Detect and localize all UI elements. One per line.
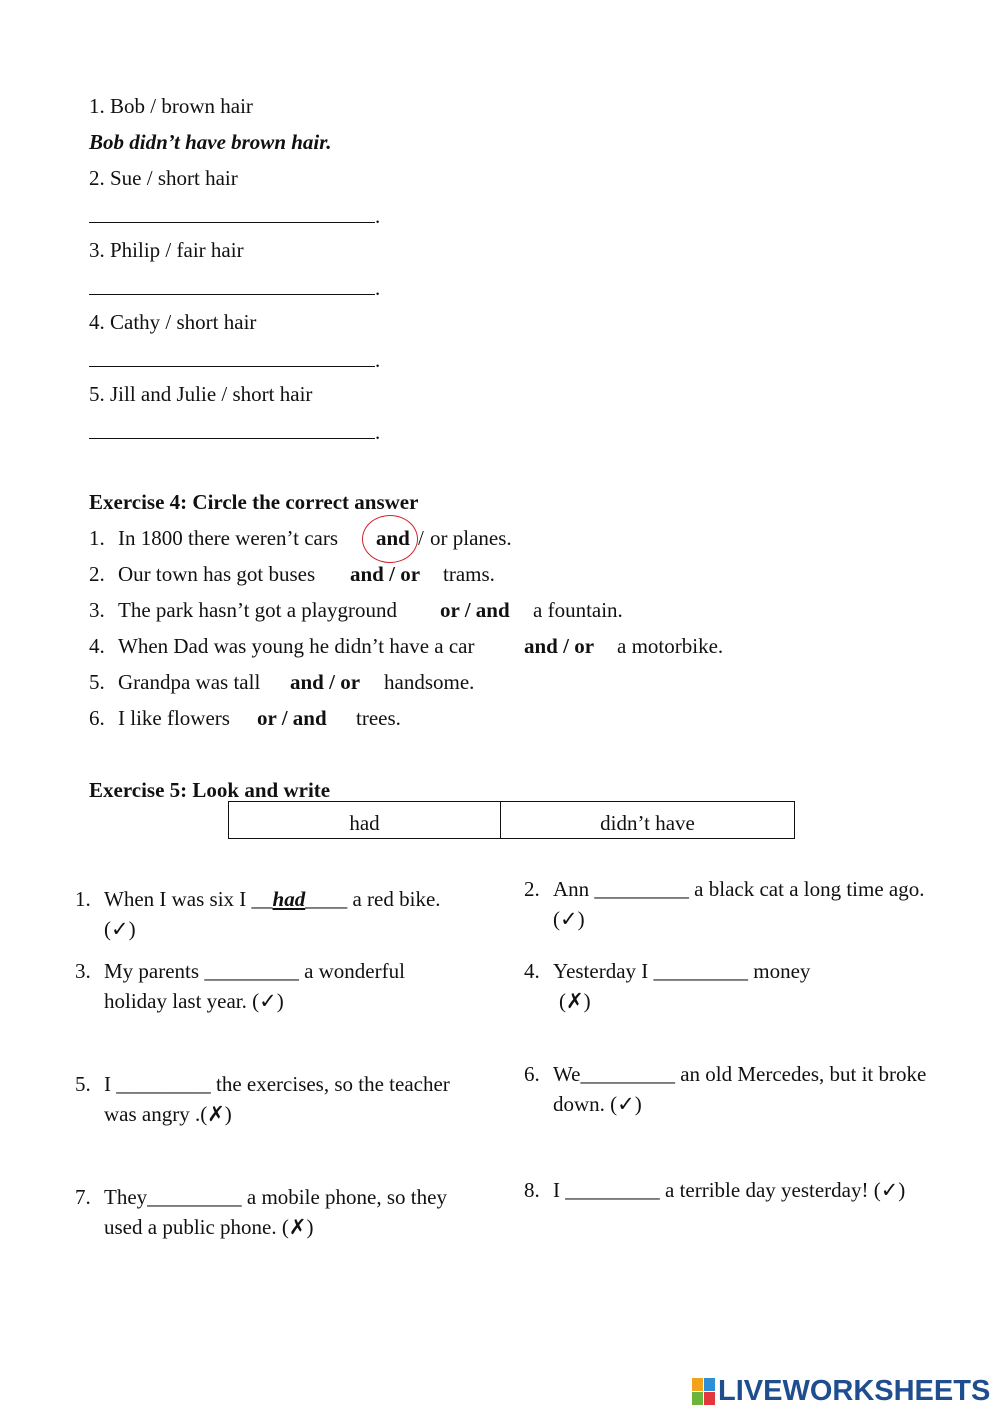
ex5-item-text[interactable]: They_________ a mobile phone, so they	[104, 1185, 447, 1209]
ex3-item-3-period: .	[375, 276, 381, 300]
ex5-answer-example[interactable]: had	[272, 887, 306, 911]
ex4-item-after: a motorbike.	[617, 634, 724, 658]
ex5-item-text[interactable]: We_________ an old Mercedes, but it broke	[553, 1062, 927, 1086]
ex4-option-and[interactable]: and	[376, 526, 410, 550]
ex3-item-4-answer-line[interactable]	[89, 366, 375, 367]
ex5-item-text[interactable]: I _________ the exercises, so the teacher	[104, 1072, 450, 1096]
ex3-item-2-answer-line[interactable]	[89, 222, 375, 223]
ex4-option-separator: /	[418, 526, 424, 550]
word-box	[228, 801, 795, 839]
ex5-item-text-line2: was angry .(✗)	[104, 1102, 232, 1126]
ex5-item-number: 8.	[524, 1178, 540, 1202]
ex3-item-1-answer: Bob didn’t have brown hair.	[89, 130, 332, 154]
ex4-item-number: 3.	[89, 598, 105, 622]
ex4-item-text: Grandpa was tall	[118, 670, 261, 694]
exercise-5-title: Exercise 5: Look and write	[89, 778, 331, 802]
ex5-item-number: 4.	[524, 959, 540, 983]
ex5-item-3	[75, 956, 495, 1016]
ex4-item-after: trams.	[443, 562, 495, 586]
word-box-had: had	[229, 802, 501, 839]
ex3-item-5-prompt: 5. Jill and Julie / short hair	[89, 382, 313, 406]
ex3-item-5-period: .	[375, 420, 381, 444]
ex5-item-text[interactable]: I _________ a terrible day yesterday! (✓)	[553, 1178, 906, 1202]
ex5-cross-mark: (✗)	[559, 989, 591, 1013]
exercise-4-title: Exercise 4: Circle the correct answer	[89, 490, 419, 514]
ex3-item-2-period: .	[375, 204, 381, 228]
answer-circle-mark	[362, 515, 418, 563]
ex5-item-6	[524, 1059, 984, 1119]
liveworksheets-logo	[692, 1376, 990, 1406]
ex4-item-after: handsome.	[384, 670, 475, 694]
ex4-options[interactable]: and / or	[524, 634, 595, 658]
ex5-item-number: 2.	[524, 877, 540, 901]
ex5-item-number: 5.	[75, 1072, 91, 1096]
ex4-item-number: 2.	[89, 562, 105, 586]
ex4-options[interactable]: or / and	[257, 706, 327, 730]
ex4-options[interactable]: or / and	[440, 598, 510, 622]
ex5-item-2	[524, 874, 974, 934]
ex5-item-text-after: ____ a red bike.	[305, 887, 441, 911]
ex5-item-number: 1.	[75, 887, 91, 911]
ex4-item-text: When Dad was young he didn’t have a car	[118, 634, 475, 658]
ex5-tick-mark: (✓)	[104, 917, 136, 941]
ex3-item-5-answer-line[interactable]	[89, 438, 375, 439]
ex5-item-7	[75, 1182, 505, 1242]
ex5-item-text-line2: down. (✓)	[553, 1092, 642, 1116]
word-box-didnt-have: didn’t have	[501, 802, 795, 839]
ex5-item-1	[75, 884, 495, 944]
ex5-tick-mark: (✓)	[553, 907, 585, 931]
ex4-item-after: trees.	[356, 706, 401, 730]
ex4-item-text: I like flowers	[118, 706, 230, 730]
ex4-options[interactable]: and / or	[290, 670, 361, 694]
ex4-item-number: 4.	[89, 634, 105, 658]
ex5-item-text[interactable]: My parents _________ a wonderful	[104, 959, 405, 983]
logo-wordmark: LIVEWORKSHEETS	[718, 1374, 991, 1407]
ex4-item-number: 6.	[89, 706, 105, 730]
ex4-item-text: Our town has got buses	[118, 562, 316, 586]
ex4-options[interactable]: and / or	[350, 562, 421, 586]
ex5-item-text-line2: used a public phone. (✗)	[104, 1215, 314, 1239]
ex5-item-text[interactable]: Ann _________ a black cat a long time ago.	[553, 877, 925, 901]
ex3-item-3-answer-line[interactable]	[89, 294, 375, 295]
ex5-item-4	[524, 956, 944, 1016]
ex4-item-text: In 1800 there weren’t cars	[118, 526, 339, 550]
ex5-item-number: 6.	[524, 1062, 540, 1086]
ex4-item-number: 5.	[89, 670, 105, 694]
ex4-option-or-text[interactable]: or planes.	[430, 526, 512, 550]
ex3-item-4-prompt: 4. Cathy / short hair	[89, 310, 257, 334]
ex3-item-2-prompt: 2. Sue / short hair	[89, 166, 238, 190]
ex3-item-3-prompt: 3. Philip / fair hair	[89, 238, 244, 262]
ex4-item-text: The park hasn’t got a playground	[118, 598, 397, 622]
ex5-item-text-line2: holiday last year. (✓)	[104, 989, 284, 1013]
ex5-item-5	[75, 1069, 505, 1129]
ex3-item-1-prompt: 1. Bob / brown hair	[89, 94, 253, 118]
ex4-item-number: 1.	[89, 526, 105, 550]
ex5-item-8	[524, 1175, 964, 1205]
ex4-item-after: a fountain.	[533, 598, 623, 622]
liveworksheets-logo-icon	[692, 1378, 715, 1405]
ex5-item-number: 7.	[75, 1185, 91, 1209]
ex5-item-number: 3.	[75, 959, 91, 983]
ex5-item-text: When I was six I __	[104, 887, 273, 911]
ex3-item-4-period: .	[375, 348, 381, 372]
ex5-item-text[interactable]: Yesterday I _________ money	[553, 959, 811, 983]
